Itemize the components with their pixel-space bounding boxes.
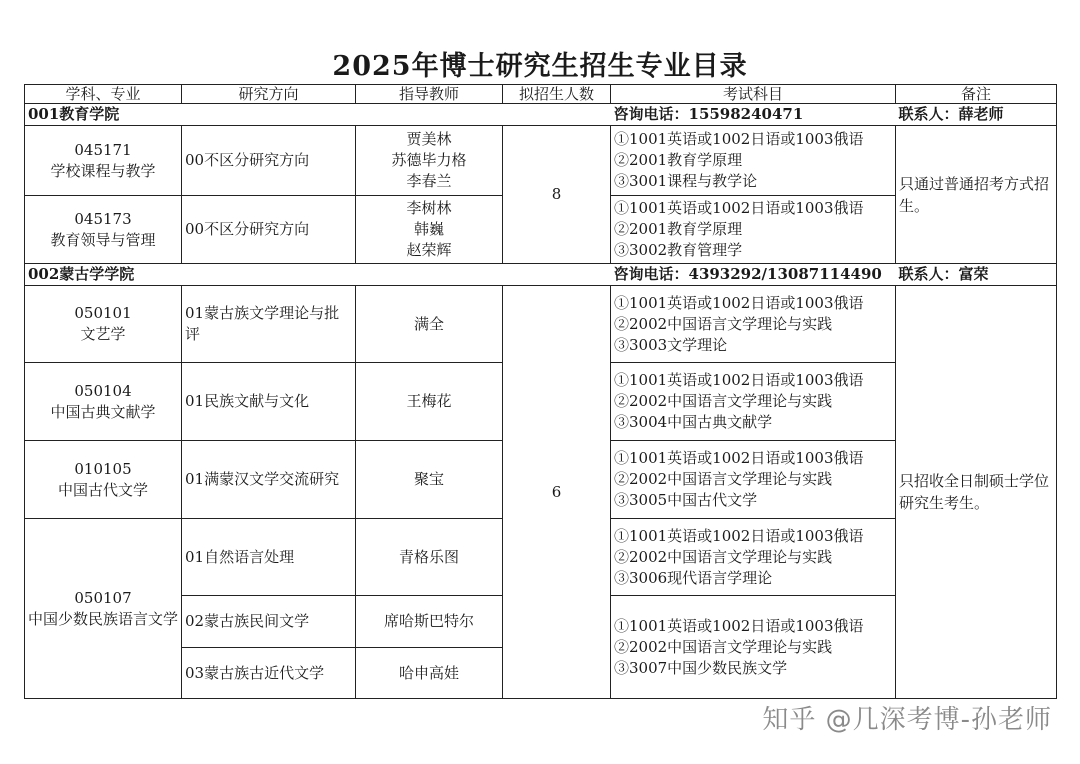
advisor-cell: 满全 — [356, 286, 503, 363]
advisor-name: 赵荣辉 — [406, 241, 452, 259]
direction-cell: 01民族文献与文化 — [182, 363, 356, 441]
table-row — [25, 286, 1057, 363]
notes-cell — [896, 286, 1057, 699]
page-title: 2025年博士研究生招生专业目录 — [332, 51, 748, 82]
section-name: 002蒙古学学院 — [25, 264, 611, 286]
header-advisor: 指导教师 — [356, 85, 503, 104]
section-name: 001教育学院 — [25, 104, 611, 126]
header-quota: 拟招生人数 — [503, 85, 611, 104]
exam-item: ③3004中国古典文献学 — [614, 413, 773, 431]
exam-item: ③3007中国少数民族文学 — [614, 658, 788, 677]
direction-cell: 02蒙古族民间文学 — [182, 596, 356, 648]
exams-cell — [611, 196, 896, 264]
exam-item: ①1001英语或1002日语或1003俄语 — [614, 293, 864, 312]
section-phone: 咨询电话：15598240471 — [611, 104, 896, 126]
advisor-name: 苏德毕力格 — [391, 151, 467, 169]
major-code: 045171 — [74, 140, 132, 159]
exam-item: ①1001英语或1002日语或1003俄语 — [614, 371, 864, 389]
direction-cell: 00不区分研究方向 — [182, 196, 356, 264]
advisor-cell: 哈申高娃 — [356, 648, 503, 699]
quota-cell: 8 — [503, 126, 611, 264]
exam-item: ①1001英语或1002日语或1003俄语 — [614, 449, 864, 467]
exam-item: ③3002教育管理学 — [614, 241, 743, 259]
direction-cell: 01蒙古族文学理论与批评 — [182, 286, 356, 363]
exam-item: ②2002中国语言文学理论与实践 — [614, 637, 833, 656]
exam-item: ①1001英语或1002日语或1003俄语 — [614, 130, 864, 148]
major-cell — [25, 519, 182, 699]
exam-item: ①1001英语或1002日语或1003俄语 — [614, 526, 864, 545]
major-name: 中国古代文学 — [57, 480, 148, 499]
direction-cell: 01满蒙汉文学交流研究 — [182, 441, 356, 519]
notes-cell — [896, 126, 1057, 264]
exams-cell — [611, 363, 896, 441]
advisor-cell — [356, 126, 503, 196]
exam-item: ③3005中国古代文学 — [614, 491, 758, 509]
exam-item: ②2001教育学原理 — [614, 220, 743, 238]
header-exams: 考试科目 — [611, 85, 896, 104]
exams-cell — [611, 441, 896, 519]
exam-item: ②2002中国语言文学理论与实践 — [614, 314, 833, 333]
major-name: 文艺学 — [80, 325, 126, 343]
exam-item: ①1001英语或1002日语或1003俄语 — [614, 616, 864, 635]
watermark: 知乎 @几深考博-孙老师 — [762, 705, 1052, 735]
exam-item: ③3006现代语言学理论 — [614, 568, 773, 587]
catalog-table — [24, 84, 1057, 699]
quota-cell: 6 — [503, 286, 611, 699]
major-cell — [25, 286, 182, 363]
advisor-name: 韩巍 — [413, 220, 444, 238]
major-cell — [25, 126, 182, 196]
major-code: 050101 — [74, 304, 132, 322]
exam-item: ②2002中国语言文学理论与实践 — [614, 392, 833, 410]
advisor-name: 李春兰 — [406, 172, 452, 190]
exam-item: ②2002中国语言文学理论与实践 — [614, 547, 833, 566]
table-header-row — [25, 85, 1057, 104]
major-code: 045173 — [74, 209, 132, 228]
header-direction: 研究方向 — [182, 85, 356, 104]
major-name: 学校课程与教学 — [50, 161, 156, 180]
section-phone: 咨询电话：4393292/13087114490 — [611, 264, 896, 286]
advisor-name: 贾美林 — [406, 130, 452, 148]
advisor-cell: 王梅花 — [356, 363, 503, 441]
header-major: 学科、专业 — [25, 85, 182, 104]
major-code: 010105 — [74, 459, 132, 478]
major-name: 中国古典文献学 — [50, 402, 156, 421]
section-row — [25, 104, 1057, 126]
section-contact: 联系人：富荣 — [896, 264, 1057, 286]
advisor-cell: 聚宝 — [356, 441, 503, 519]
exam-item: ①1001英语或1002日语或1003俄语 — [614, 199, 864, 217]
direction-cell: 00不区分研究方向 — [182, 126, 356, 196]
direction-cell: 01自然语言处理 — [182, 519, 356, 596]
major-name: 教育领导与管理 — [50, 230, 156, 249]
major-cell — [25, 363, 182, 441]
direction-cell: 03蒙古族古近代文学 — [182, 648, 356, 699]
header-notes: 备注 — [896, 85, 1057, 104]
section-row — [25, 264, 1057, 286]
exams-cell — [611, 596, 896, 699]
major-cell — [25, 441, 182, 519]
section-contact: 联系人：薛老师 — [896, 104, 1057, 126]
major-code: 050107 — [74, 588, 132, 607]
note-text: 只通过普通招考方式招生。 — [899, 174, 1050, 215]
advisor-cell — [356, 196, 503, 264]
exams-cell — [611, 286, 896, 363]
exam-item: ③3003文学理论 — [614, 335, 728, 354]
exams-cell — [611, 126, 896, 196]
table-row — [25, 126, 1057, 196]
major-name: 中国少数民族语言文学 — [28, 609, 179, 628]
advisor-cell: 青格乐图 — [356, 519, 503, 596]
major-cell — [25, 196, 182, 264]
note-text: 只招收全日制硕士学位研究生考生。 — [899, 472, 1050, 512]
exam-item: ③3001课程与教学论 — [614, 172, 758, 190]
major-code: 050104 — [74, 381, 132, 400]
exam-item: ②2002中国语言文学理论与实践 — [614, 470, 833, 488]
advisor-cell: 席哈斯巴特尔 — [356, 596, 503, 648]
exam-item: ②2001教育学原理 — [614, 151, 743, 169]
advisor-name: 李树林 — [406, 199, 452, 217]
exams-cell — [611, 519, 896, 596]
